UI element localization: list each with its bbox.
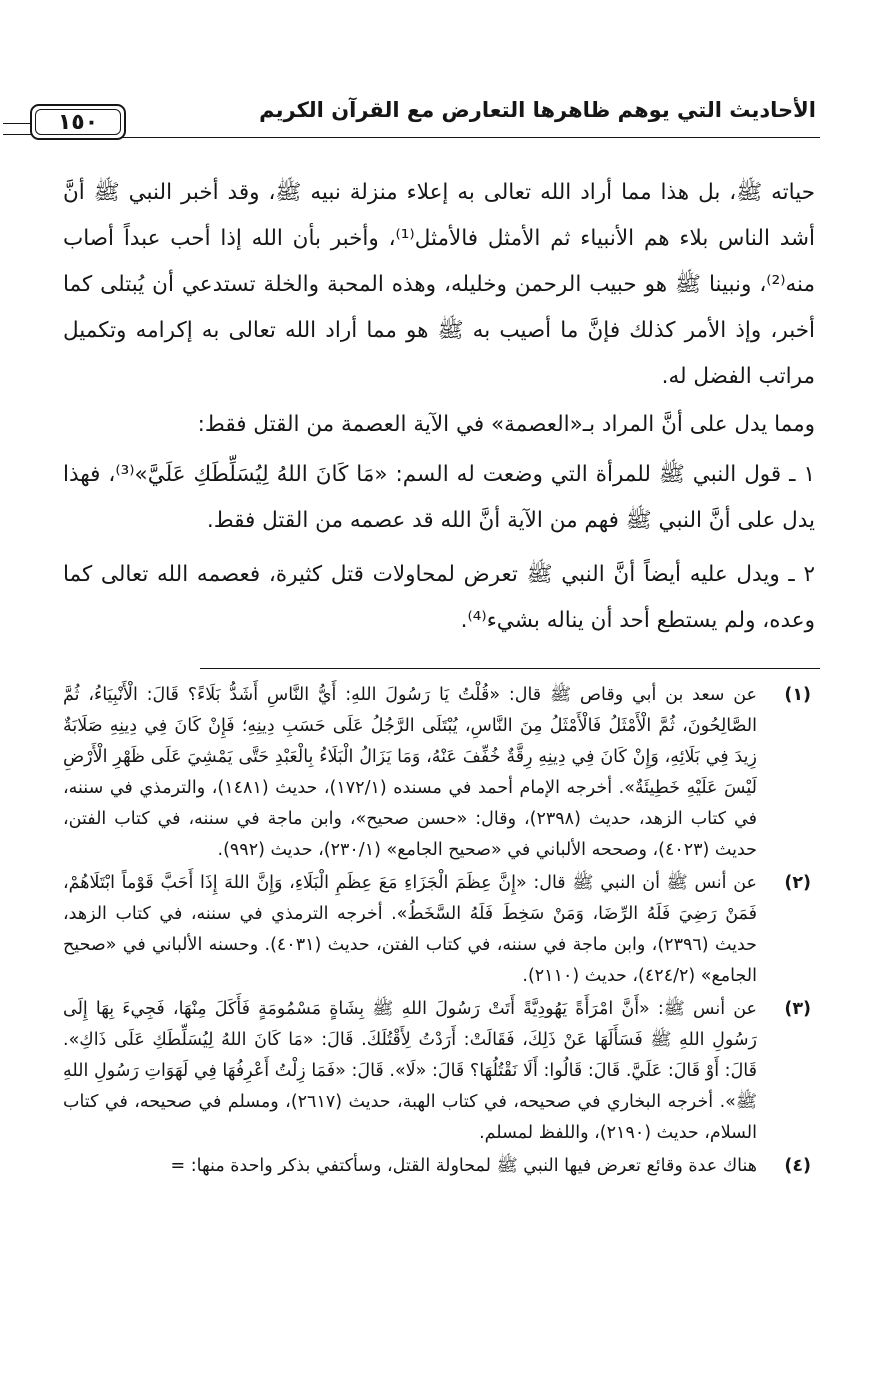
body-paragraph: ٢ ـ ويدل عليه أيضاً أنَّ النبي ﷺ تعرض لمحاولات قتل كثيرة، فعصمه الله تعالى كما وعده، ولم يستطع أحد أن يناله بشيء⁽⁴⁾. <box>63 562 815 633</box>
footnotes <box>63 680 815 1184</box>
footnote <box>63 994 815 1149</box>
footnote <box>63 868 815 992</box>
page-number: ١٥٠ <box>57 109 99 135</box>
body-paragraph: ١ ـ قول النبي ﷺ للمرأة التي وضعت له السم: «مَا كَانَ اللهُ لِيُسَلِّطَكِ عَلَيَّ»⁽³⁾، فهذا يدل على أنَّ النبي ﷺ فهم من الآية أنَّ الله قد عصمه من القتل فقط. <box>63 462 815 533</box>
footnote-text: عن أنس ﷺ أن النبي ﷺ قال: «إِنَّ عِظَمَ الْجَزَاءِ مَعَ عِظَمِ الْبَلَاءِ، وَإِنَّ اللهَ إِذَا أَحَبَّ قَوْماً ابْتَلَاهُمْ، فَمَنْ رَضِيَ فَلَهُ الرِّضَا، وَمَنْ سَخِطَ فَلَهُ السَّخَطُ». أخرجه الترمذي في سننه، في كتاب الزهد، حديث (٢٣٩٦)، وابن ماجة في سننه، في كتاب الفتن، حديث (٤٠٣١). وحسنه الألباني في «صحيح الجامع» (٤٢٤/٢)، حديث (٢١١٠). <box>63 873 757 986</box>
header-rule <box>64 137 820 138</box>
page-header <box>57 96 820 142</box>
footnote-text: عن أنس ﷺ: «أَنَّ امْرَأَةً يَهُودِيَّةً أَتَتْ رَسُولَ اللهِ ﷺ بِشَاةٍ مَسْمُومَةٍ فَأَكَلَ مِنْهَا، فَجِيءَ بِهَا إِلَى رَسُولِ اللهِ ﷺ فَسَأَلَهَا عَنْ ذَلِكَ، فَقَالَتْ: أَرَدْتُ لِأَقْتُلَكَ. قَالَ: «مَا كَانَ اللهُ لِيُسَلِّطَكِ عَلَى ذَاكِ». قَالَ: أَوْ قَالَ: عَلَيَّ. قَالَ: قَالُوا: أَلَا نَقْتُلُهَا؟ قَالَ: «لَا». قَالَ: «فَمَا زِلْتُ أَعْرِفُهَا فِي لَهَوَاتِ رَسُولِ اللهِ ﷺ». أخرجه البخاري في صحيحه، في كتاب الهبة، حديث (٢٦١٧)، ومسلم في صحيحه، في كتاب السلام، حديث (٢١٩٠)، واللفظ لمسلم. <box>63 999 757 1143</box>
body-paragraph: ومما يدل على أنَّ المراد بـ«العصمة» في الآية العصمة من القتل فقط: <box>197 412 815 437</box>
footnote-number: (٣) <box>784 999 811 1019</box>
header-ornament-lines <box>3 123 31 135</box>
body-paragraph: حياته ﷺ، بل هذا مما أراد الله تعالى به إعلاء منزلة نبيه ﷺ، وقد أخبر النبي ﷺ أنَّ أشد الناس بلاء هم الأنبياء ثم الأمثل فالأمثل⁽¹⁾، وأخبر بأن الله إذا أحب عبداً أصاب منه⁽²⁾، ونبينا ﷺ هو حبيب الرحمن وخليله، وهذه المحبة والخلة تستدعي أن يُبتلى كما أخبر، وإذ الأمر كذلك فإنَّ ما أصيب به ﷺ هو مما أراد الله تعالى به إكرامه وتكميل مراتب الفضل له. <box>63 180 815 389</box>
running-title: الأحاديث التي يوهم ظاهرها التعارض مع القرآن الكريم <box>259 98 816 122</box>
footnote-number: (٤) <box>784 1156 811 1176</box>
footnote <box>63 1151 815 1182</box>
footnote-separator <box>200 668 820 669</box>
footnote <box>63 680 815 866</box>
footnote-number: (١) <box>784 685 811 705</box>
footnote-number: (٢) <box>784 873 811 893</box>
footnote-text: هناك عدة وقائع تعرض فيها النبي ﷺ لمحاولة القتل، وسأكتفي بذكر واحدة منها: = <box>170 1156 757 1176</box>
footnote-text: عن سعد بن أبي وقاص ﷺ قال: «قُلْتُ يَا رَسُولَ اللهِ: أَيُّ النَّاسِ أَشَدُّ بَلَاءً؟ قَالَ: الْأَنْبِيَاءُ، ثُمَّ الصَّالِحُونَ، ثُمَّ الْأَمْثَلُ فَالْأَمْثَلُ مِنَ النَّاسِ، يُبْتَلَى الرَّجُلُ عَلَى حَسَبِ دِينِهِ؛ فَإِنْ كَانَ فِي دِينِهِ صَلَابَةٌ زِيدَ فِي بَلَائِهِ، وَإِنْ كَانَ فِي دِينِهِ رِقَّةٌ خُفِّفَ عَنْهُ، وَمَا يَزَالُ الْبَلَاءُ بِالْعَبْدِ حَتَّى يَمْشِيَ عَلَى ظَهْرِ الْأَرْضِ لَيْسَ عَلَيْهِ خَطِيئَةٌ». أخرجه الإمام أحمد في مسنده (١٧٢/١)، حديث (١٤٨١)، والترمذي في سننه، في كتاب الزهد، حديث (٢٣٩٨)، وقال: «حسن صحيح»، وابن ماجة في سننه، في كتاب الفتن، حديث (٤٠٢٣)، وصححه الألباني في «صحيح الجامع» (٢٣٠/١)، حديث (٩٩٢). <box>63 685 758 860</box>
page-number-frame <box>30 104 126 140</box>
main-text <box>63 170 815 644</box>
